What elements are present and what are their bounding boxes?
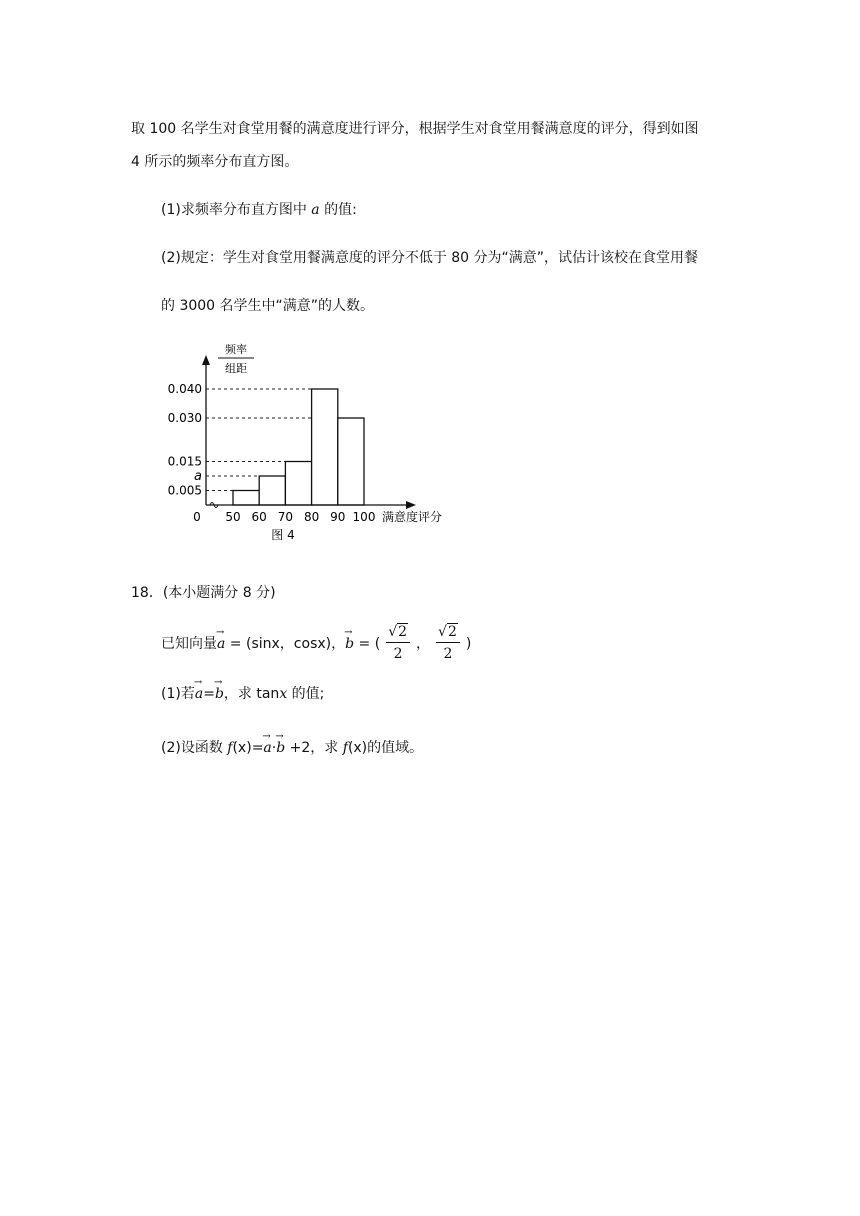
y-tick-labels (168, 382, 202, 498)
radicand: 2 (447, 624, 457, 640)
x-tick-label: 80 (303, 510, 320, 524)
q18-1-tail: 的值; (287, 686, 325, 702)
x-tick-labels (225, 510, 375, 524)
y-axis-label-denominator: 组距 (225, 362, 247, 375)
x-axis-label: 满意度评分 (382, 510, 443, 524)
question-18-2 (161, 738, 423, 758)
x-tick-label: 100 (352, 510, 376, 524)
fraction-sqrt2-over-2-second (436, 622, 460, 665)
problem-18-given (161, 622, 471, 665)
problem-18-header: 18．(本小题满分 8 分) (131, 585, 276, 601)
origin-label: 0 (193, 510, 201, 524)
q18-1-suffix: ，求 tan (223, 686, 280, 702)
sqrt-symbol: √2 (438, 624, 457, 640)
sqrt-symbol: √2 (388, 624, 408, 640)
q18-2-prefix: (2)设函数 (161, 740, 228, 756)
function-f: f (227, 740, 233, 756)
y-tick-label: 0.040 (167, 382, 202, 396)
histogram-bar (338, 418, 364, 505)
equals-sign: = (225, 635, 246, 652)
fraction-numerator (386, 622, 410, 643)
y-tick-label: 0.015 (167, 454, 202, 469)
vector-b: → b (276, 738, 285, 758)
vector-b: → b (215, 684, 224, 704)
histogram-bar (259, 476, 285, 505)
question-18-1 (161, 684, 324, 704)
x-tick-label: 60 (251, 510, 267, 524)
intro-line-2: 4 所示的频率分布直方图。 (131, 154, 299, 170)
question-17-2-line-2: 的 3000 名学生中“满意”的人数。 (161, 298, 375, 314)
x-tick-label: 90 (330, 510, 346, 524)
dot-product: · (271, 740, 277, 756)
figure-caption: 图 4 (271, 528, 295, 542)
vector-a: → a (195, 684, 203, 704)
fraction-denominator: 2 (393, 646, 403, 662)
fraction-numerator (436, 622, 460, 643)
y-tick-label: 0.005 (167, 483, 202, 498)
vector-a: → a (217, 634, 225, 654)
q18-2-equals: = (251, 740, 264, 756)
vector-a-components: (sinx，cosx)， (246, 635, 346, 652)
q18-1-prefix: (1)若 (161, 686, 195, 702)
equals-sign-b: = (354, 635, 375, 652)
function-f: f (342, 740, 348, 756)
histogram-bar (312, 389, 338, 505)
function-arg: (x) (232, 740, 252, 756)
question-17-2-line-1: (2)规定：学生对食堂用餐满意度的评分不低于 80 分为“满意”，试估计该校在食堂用餐 (161, 250, 699, 266)
question-17-1 (161, 200, 357, 220)
variable-x: x (279, 686, 288, 702)
paren-open: ( (374, 635, 381, 652)
histogram-bars (233, 389, 364, 505)
vector-a: → a (263, 738, 271, 758)
histogram-bar (233, 491, 259, 506)
histogram-bar (285, 462, 311, 506)
q17-1-suffix: 的值: (319, 202, 357, 218)
comma: ， (416, 635, 431, 652)
y-tick-label: 0.030 (167, 411, 202, 425)
q18-1-equals: = (203, 686, 215, 702)
function-arg: (x) (347, 740, 368, 756)
q17-1-prefix: (1)求频率分布直方图中 (161, 202, 312, 218)
histogram-figure (150, 335, 460, 550)
vector-b: → b (345, 634, 354, 654)
x-tick-label: 50 (225, 510, 241, 524)
x-axis-arrow (406, 501, 416, 509)
q18-2-plus: +2，求 (285, 740, 343, 756)
intro-line-1: 取 100 名学生对食堂用餐的满意度进行评分，根据学生对食堂用餐满意度的评分，得到如图 (131, 121, 699, 137)
y-axis-arrow (202, 355, 210, 365)
radicand: 2 (398, 624, 408, 640)
x-tick-label: 70 (277, 510, 294, 524)
variable-a: a (311, 202, 320, 218)
q18-2-tail: 的值域。 (367, 740, 424, 756)
fraction-sqrt2-over-2-first (386, 622, 410, 665)
y-axis-label-numerator: 频率 (225, 343, 247, 356)
fraction-denominator: 2 (443, 646, 453, 662)
y-tick-label: a (194, 469, 202, 484)
given-prefix: 已知向量 (161, 635, 217, 652)
paren-close: ) (465, 635, 472, 652)
